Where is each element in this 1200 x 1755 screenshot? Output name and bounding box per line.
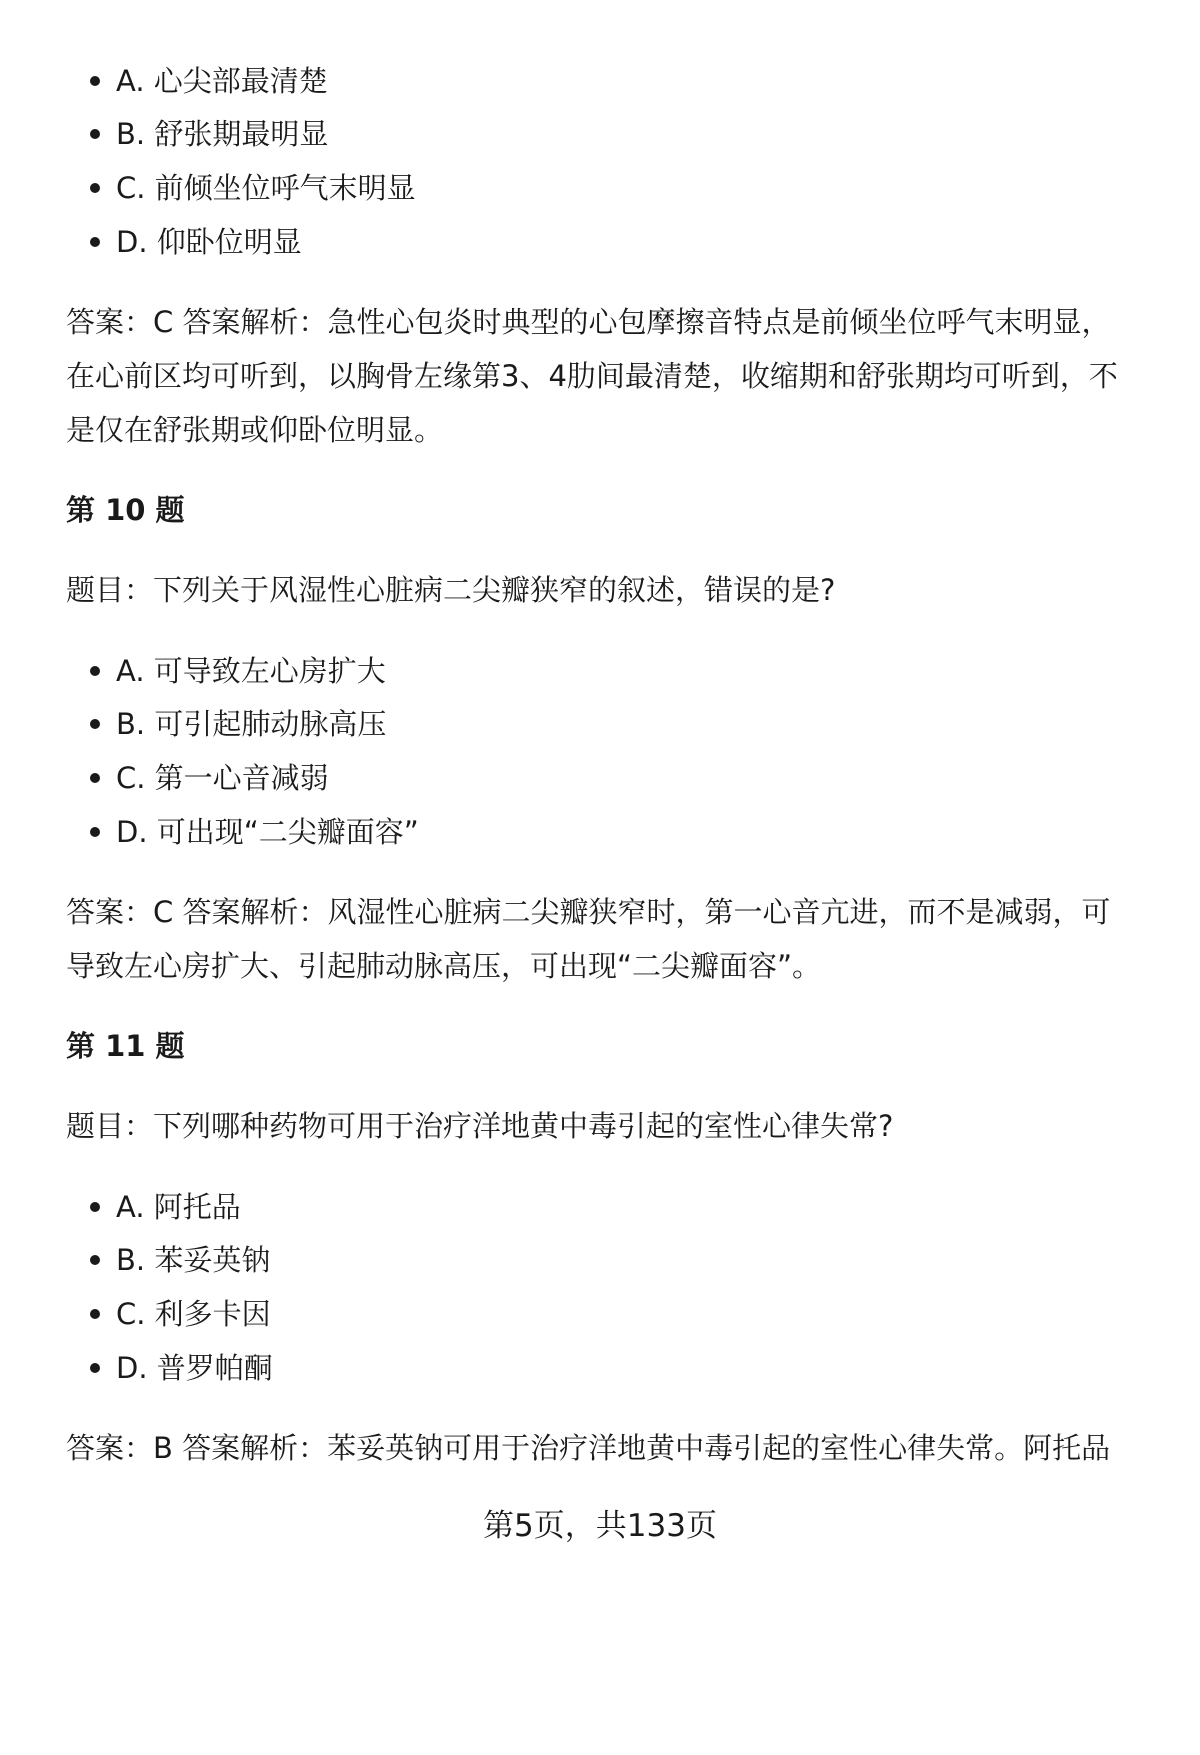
q9-option-a: A. 心尖部最清楚	[116, 64, 328, 98]
q10-question: 题目：下列关于风湿性心脏病二尖瓣狭窄的叙述，错误的是?	[66, 573, 836, 607]
bullet-dot	[90, 719, 100, 729]
q10-option-c: C. 第一心音减弱	[116, 761, 329, 795]
q9-option-c: C. 前倾坐位呼气末明显	[116, 171, 416, 205]
bullet-dot	[90, 129, 100, 139]
q11-option-b: B. 苯妥英钠	[116, 1243, 271, 1277]
q10-answer-line-1: 答案：C 答案解析：风湿性心脏病二尖瓣狭窄时，第一心音亢进，而不是减弱，可	[66, 895, 1111, 929]
q11-title: 第 11 题	[66, 1029, 185, 1063]
bullet-dot	[90, 773, 100, 783]
q9-answer-line-2: 在心前区均可听到，以胸骨左缘第3、4肋间最清楚，收缩期和舒张期均可听到，不	[66, 359, 1118, 393]
bullet-dot	[90, 76, 100, 86]
q11-question: 题目：下列哪种药物可用于治疗洋地黄中毒引起的室性心律失常?	[66, 1109, 894, 1143]
bullet-dot	[90, 1363, 100, 1373]
bullet-dot	[90, 183, 100, 193]
q11-answer-line-1: 答案：B 答案解析：苯妥英钠可用于治疗洋地黄中毒引起的室性心律失常。阿托品	[66, 1431, 1111, 1465]
q11-option-c: C. 利多卡因	[116, 1297, 271, 1331]
q9-option-d: D. 仰卧位明显	[116, 225, 302, 259]
bullet-dot	[90, 1255, 100, 1265]
q11-option-a: A. 阿托品	[116, 1190, 241, 1224]
q10-answer-line-2: 导致左心房扩大、引起肺动脉高压，可出现“二尖瓣面容”。	[66, 949, 822, 983]
q9-answer-line-3: 是仅在舒张期或仰卧位明显。	[66, 413, 444, 447]
bullet-dot	[90, 666, 100, 676]
bullet-dot	[90, 237, 100, 247]
q10-option-d: D. 可出现“二尖瓣面容”	[116, 815, 419, 849]
page-number: 第5页，共133页	[483, 1508, 717, 1544]
q10-title: 第 10 题	[66, 493, 185, 527]
q11-option-d: D. 普罗帕酮	[116, 1351, 273, 1385]
q10-option-a: A. 可导致左心房扩大	[116, 654, 386, 688]
q10-option-b: B. 可引起肺动脉高压	[116, 707, 387, 741]
bullet-dot	[90, 1309, 100, 1319]
bullet-dot	[90, 827, 100, 837]
q9-answer-line-1: 答案：C 答案解析：急性心包炎时典型的心包摩擦音特点是前倾坐位呼气末明显，	[66, 305, 1111, 339]
q9-option-b: B. 舒张期最明显	[116, 117, 329, 151]
bullet-dot	[90, 1202, 100, 1212]
